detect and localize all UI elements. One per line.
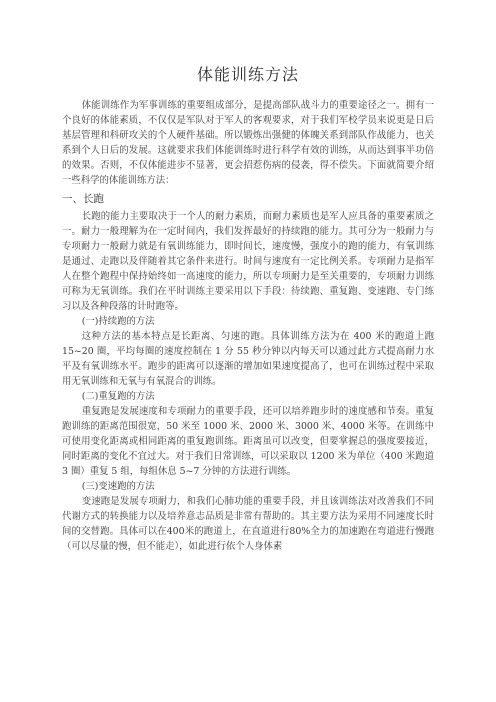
subheading-variable-speed-run: (三)变速跑的方法 [81,481,155,492]
intro-paragraph: 体能训练作为军事训练的重要组成部分，是提高部队战斗力的重要途径之一。拥有一个良好的体能素质，不仅仅是军队对于军人的客观要求，对于我们军校学员来说更是日后基层管理和科研攻关的个人硬件基础。所以锻炼出强健的体魄关系到部队作战能力，也关系到个人日后的发展。这就要求我们体能训练时进行科学有效的训练，从而达到事半功倍的效果。否则，不仅体能进步不显著，更会招惹伤病的侵袭，得不偿失。下面就简要介绍一些科学的体能训练方法： [62,100,434,186]
document-body [62,98,434,554]
section-heading-long-run: 一、长跑 [62,193,104,205]
continuous-run-paragraph: 这种方法的基本特点是长距离、匀速的跑。具体训练方法为在 400 米的跑道上跑 15~20 圈，平均每圈的速度控制在 1 分 55 秒分钟以内每天可以通过此方式提高耐力水平及有氧训练水平。跑步的距离可以逐渐的增加如果速度提高了，也可在训练过程中采取用无氧训练和无氧与有氧混合的训练。 [62,331,434,387]
subheading-continuous-run: (一)持续跑的方法 [81,316,155,327]
variable-speed-run-paragraph: 变速跑是发展专项耐力，和我们心肺功能的重要手段，并且该训练法对改善我们不同代谢方式的转换能力以及培养意志品质是非常有帮助的。其主要方法为采用不同速度长时间的交替跑。具体可以在400米的跑道上，在直道进行80%全力的加速跑在弯道进行慢跑（可以尽量的慢，但不能走），如此进行依个人身体素 [62,496,434,552]
repeat-run-paragraph: 重复跑是发展速度和专项耐力的重要手段，还可以培养跑步时的速度感和节奏。重复跑训练的距离范围很宽，50 米至 1000 米、2000 米、3000 米、4000 米等。在训练中可使用变化距离或相同距离的重复跑训练。距离虽可以改变，但要掌握总的强度要接近，同时距离的变化不宜过大。对于我们日常训练，可以采取以 1200 米为单位（400 米跑道 3 圈）重复 5 组，每组休息 5~7 分钟的方法进行训练。 [62,406,434,477]
subheading-repeat-run: (二)重复跑的方法 [81,391,155,402]
long-run-paragraph: 长跑的能力主要取决于一个人的耐力素质，而耐力素质也是军人应具备的重要素质之一。耐力一般理解为在一定时间内，我们发挥最好的持续跑的能力。其可分为一般耐力与专项耐力一般耐力就是有氧训练能力，即时间长，速度慢，强度小的跑的能力，有氧训练是通过、走跑以及伴随着其它条件来进行。时间与速度有一定比例关系。专项耐力是指军人在整个跑程中保持始终如一高速度的能力，所以专项耐力是至关重要的，专项耐力训练可称为无氧训练。我们在平时训练主要采用以下手段：待续跑、重复跑、变速跑、专门练习以及各种段落的计时跑等。 [62,211,434,312]
document-title: 体能训练方法 [196,65,299,84]
